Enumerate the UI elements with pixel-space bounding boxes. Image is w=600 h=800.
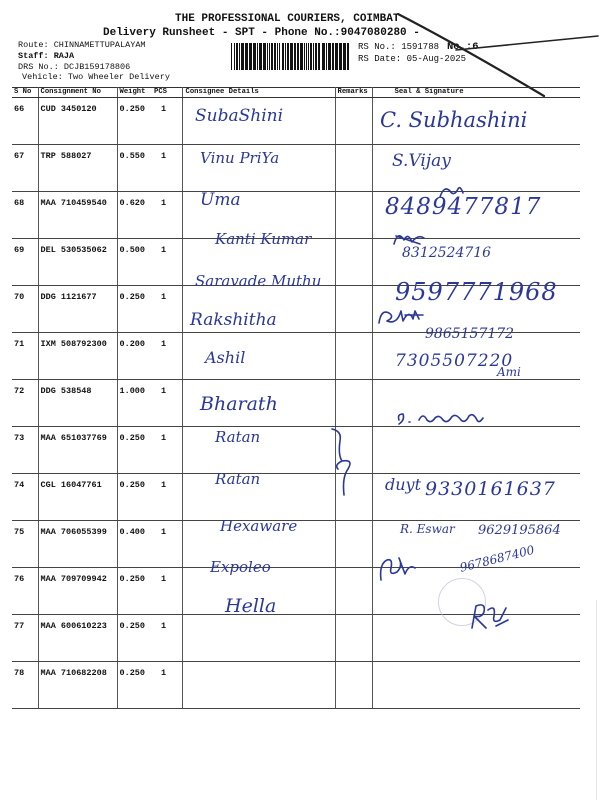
consignee-details-cell <box>182 615 335 662</box>
route-label: Route: CHINNAMETTUPALAYAM <box>18 40 146 50</box>
barcode-icon <box>230 43 350 70</box>
receiver-signature: duyt <box>385 475 422 494</box>
consignee-name: SubaShini <box>195 106 284 126</box>
seal-signature-cell <box>372 427 580 474</box>
vehicle-label: Vehicle: Two Wheeler Delivery <box>22 72 170 82</box>
consignment-number-cell: DDG 538548 <box>38 380 117 427</box>
signature-icon <box>466 600 512 632</box>
consignee-name: Kanti Kumar <box>215 230 312 248</box>
serial-number-cell: 74 <box>12 474 38 521</box>
barcode-bar <box>315 43 317 70</box>
serial-number-cell: 78 <box>12 662 38 709</box>
barcode-bar <box>267 43 268 70</box>
serial-number-cell: 69 <box>12 239 38 286</box>
serial-number-cell: 71 <box>12 333 38 380</box>
barcode-bar <box>241 43 244 70</box>
remarks-cell <box>335 333 372 380</box>
receiver-phone: 8489477817 <box>385 194 542 220</box>
column-header-remarks: Remarks <box>335 88 372 98</box>
signature-icon <box>375 554 417 584</box>
pieces-cell: 1 <box>152 427 182 474</box>
receiver-phone: 9330161637 <box>425 478 556 500</box>
barcode-bar <box>274 43 276 70</box>
barcode-bar <box>347 43 349 70</box>
drs-number: DRS No.: DCJB159178806 <box>18 62 131 72</box>
consignment-number-cell: MAA 651037769 <box>38 427 117 474</box>
sheet-number: No.:6 <box>447 41 479 53</box>
remarks-cell <box>335 662 372 709</box>
receiver-signature: R. Eswar <box>400 522 455 536</box>
receiver-phone: 9865157172 <box>425 326 515 342</box>
receiver-signature: S.Vijay <box>392 151 451 171</box>
pieces-cell: 1 <box>152 521 182 568</box>
signature-icon <box>395 408 490 428</box>
weight-cell: 0.200 <box>117 333 152 380</box>
consignee-name: Hexaware <box>220 517 298 535</box>
consignee-name: Expoleo <box>210 558 271 576</box>
consignment-number-cell: DDG 1121677 <box>38 286 117 333</box>
barcode-bar <box>234 43 235 70</box>
weight-cell: 0.550 <box>117 145 152 192</box>
runsheet-title: Delivery Runsheet - SPT - Phone No.:9047080280 - <box>103 27 420 39</box>
weight-cell: 0.620 <box>117 192 152 239</box>
weight-cell: 0.250 <box>117 568 152 615</box>
barcode-bar <box>310 43 312 70</box>
barcode-bar <box>313 43 314 70</box>
pieces-cell: 1 <box>152 380 182 427</box>
barcode-bar <box>269 43 270 70</box>
barcode-bar <box>306 43 307 70</box>
serial-number-cell: 75 <box>12 521 38 568</box>
consignment-number-cell: CUD 3450120 <box>38 98 117 145</box>
consignment-number-cell: MAA 600610223 <box>38 615 117 662</box>
remarks-cell <box>335 521 372 568</box>
consignment-number-cell: DEL 530535062 <box>38 239 117 286</box>
barcode-bar <box>257 43 258 70</box>
serial-number-cell: 66 <box>12 98 38 145</box>
receiver-phone: 9678687400 <box>458 542 536 575</box>
barcode-bar <box>290 43 293 70</box>
remarks-cell <box>335 568 372 615</box>
serial-number-cell: 77 <box>12 615 38 662</box>
weight-cell: 0.500 <box>117 239 152 286</box>
receiver-signature: C. Subhashini <box>380 108 528 132</box>
barcode-bar <box>318 43 320 70</box>
column-header-weight: Weight <box>117 88 152 98</box>
remarks-bracket-mark <box>328 425 360 497</box>
receiver-phone: 7305507220 <box>395 351 514 371</box>
pieces-cell: 1 <box>152 568 182 615</box>
barcode-bar <box>279 43 280 70</box>
pieces-cell: 1 <box>152 333 182 380</box>
pieces-cell: 1 <box>152 615 182 662</box>
barcode-bar <box>343 43 346 70</box>
barcode-bar <box>231 43 232 70</box>
barcode-bar <box>239 43 240 70</box>
consignee-name: Bharath <box>200 393 278 415</box>
consignee-name: Ashil <box>205 348 246 367</box>
barcode-bar <box>271 43 273 70</box>
remarks-cell <box>335 192 372 239</box>
weight-cell: 0.250 <box>117 474 152 521</box>
remarks-cell <box>335 286 372 333</box>
serial-number-cell: 72 <box>12 380 38 427</box>
consignee-name: Uma <box>200 190 241 210</box>
consignee-name: Vinu PriYa <box>200 149 280 167</box>
weight-cell: 0.250 <box>117 286 152 333</box>
remarks-cell <box>335 145 372 192</box>
barcode-bar <box>328 43 331 70</box>
barcode-bar <box>304 43 305 70</box>
column-header-consignee: Consignee Details <box>182 88 335 98</box>
barcode-bar <box>332 43 334 70</box>
table-row <box>12 662 580 709</box>
pieces-cell: 1 <box>152 192 182 239</box>
column-header-signature: Seal & Signature <box>372 88 580 98</box>
remarks-cell <box>335 239 372 286</box>
consignee-name: Ratan <box>215 428 261 446</box>
receiver-phone: 8312524716 <box>402 245 492 261</box>
barcode-bar <box>339 43 342 70</box>
weight-cell: 0.250 <box>117 427 152 474</box>
table-header-row <box>12 88 580 98</box>
receiver-signature: Ami <box>497 365 521 379</box>
consignment-number-cell: MAA 706055399 <box>38 521 117 568</box>
consignee-details-cell <box>182 662 335 709</box>
pieces-cell: 1 <box>152 98 182 145</box>
table-row <box>12 145 580 192</box>
barcode-bar <box>263 43 266 70</box>
weight-cell: 1.000 <box>117 380 152 427</box>
pieces-cell: 1 <box>152 286 182 333</box>
consignment-number-cell: MAA 710682208 <box>38 662 117 709</box>
consignee-name: Rakshitha <box>190 310 277 330</box>
barcode-bar <box>236 43 238 70</box>
remarks-cell <box>335 98 372 145</box>
scan-edge-artifact <box>596 600 597 800</box>
consignment-number-cell: CGL 16047761 <box>38 474 117 521</box>
barcode-bar <box>326 43 327 70</box>
weight-cell: 0.250 <box>117 662 152 709</box>
barcode-bar <box>297 43 299 70</box>
barcode-bar <box>249 43 252 70</box>
rs-number: RS No.: 1591788 <box>358 42 440 52</box>
consignee-name: Saravade Muthu <box>195 272 322 290</box>
weight-cell: 0.250 <box>117 615 152 662</box>
barcode-bar <box>322 43 325 70</box>
remarks-cell <box>335 615 372 662</box>
barcode-bar <box>282 43 284 70</box>
weight-cell: 0.250 <box>117 98 152 145</box>
signature-icon <box>375 305 425 327</box>
serial-number-cell: 68 <box>12 192 38 239</box>
table-row <box>12 380 580 427</box>
column-header-pcs: PCS <box>152 88 182 98</box>
barcode-bar <box>277 43 278 70</box>
consignee-name: Ratan <box>215 470 261 488</box>
seal-signature-cell <box>372 662 580 709</box>
serial-number-cell: 70 <box>12 286 38 333</box>
serial-number-cell: 73 <box>12 427 38 474</box>
serial-number-cell: 67 <box>12 145 38 192</box>
pieces-cell: 1 <box>152 239 182 286</box>
pieces-cell: 1 <box>152 474 182 521</box>
rs-date: RS Date: 05-Aug-2025 <box>358 54 467 64</box>
barcode-bar <box>259 43 262 70</box>
company-name: THE PROFESSIONAL COURIERS, COIMBAT <box>175 13 400 25</box>
barcode-bar <box>335 43 338 70</box>
barcode-bar <box>300 43 303 70</box>
barcode-bar <box>294 43 296 70</box>
column-header-consignment: Consignment No <box>38 88 117 98</box>
serial-number-cell: 76 <box>12 568 38 615</box>
barcode-bar <box>253 43 256 70</box>
barcode-bar <box>285 43 286 70</box>
pieces-cell: 1 <box>152 662 182 709</box>
pieces-cell: 1 <box>152 145 182 192</box>
staff-label: Staff: RAJA <box>18 51 75 61</box>
consignee-name: Hella <box>225 595 277 617</box>
receiver-phone: 9629195864 <box>478 523 561 538</box>
barcode-bar <box>308 43 309 70</box>
consignment-number-cell: MAA 709709942 <box>38 568 117 615</box>
barcode-bar <box>245 43 248 70</box>
receiver-phone: 9597771968 <box>395 278 558 306</box>
weight-cell: 0.400 <box>117 521 152 568</box>
barcode-bar <box>287 43 289 70</box>
table-row <box>12 427 580 474</box>
column-header-sno: S No <box>12 88 38 98</box>
consignment-number-cell: MAA 710459540 <box>38 192 117 239</box>
consignment-number-cell: IXM 508792300 <box>38 333 117 380</box>
remarks-cell <box>335 380 372 427</box>
consignment-number-cell: TRP 588027 <box>38 145 117 192</box>
